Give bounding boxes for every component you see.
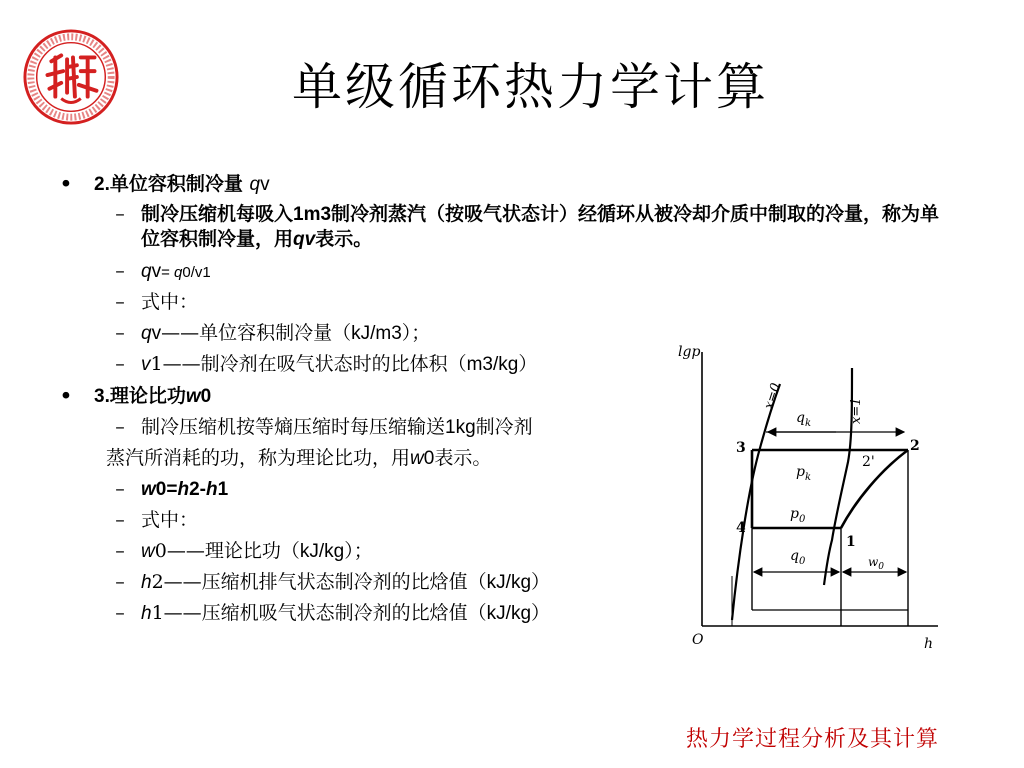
p0-label: $p_0$ (790, 506, 806, 525)
definition-qv-symbol: – qv——单位容积制冷量（kJ/m3）； (115, 322, 431, 344)
slide-title: 单级循环热力学计算 (292, 58, 769, 116)
university-seal-icon (22, 28, 120, 126)
point-4: 4 (736, 520, 746, 536)
where-label-2: – 式中： (115, 509, 199, 531)
point-2prime: 2' (862, 454, 875, 470)
point-2: 2 (910, 438, 920, 454)
pk-label: $p_k$ (796, 464, 812, 483)
where-label: – 式中： (115, 291, 199, 313)
formula-qv: – qv= q0/v1 (115, 260, 211, 282)
vapor-line-label: x=1 (849, 397, 864, 424)
point-3: 3 (736, 440, 746, 456)
bullet-marker: • (59, 173, 73, 195)
q0-label: $q_0$ (790, 548, 806, 567)
w0-label: $w_0$ (868, 555, 885, 572)
x-axis-label: h (924, 636, 934, 652)
footer-course-title: 热力学过程分析及其计算 (686, 727, 940, 752)
section-heading-theoretical-work: • 3.理论比功w0 (59, 385, 212, 407)
origin-label: O (692, 632, 704, 648)
definition-h1-symbol: – h1——压缩机吸气状态制冷剂的比焓值（kJ/kg） (115, 602, 551, 624)
definition-w0-symbol: – w0——理论比功（kJ/kg）； (115, 540, 373, 562)
definition-volumetric-capacity: – 制冷压缩机每吸入1m3制冷剂蒸汽（按吸气状态计）经循环从被冷却介质中制取的冷量，称为单位容积制冷量，用qv表示。 (58, 202, 958, 252)
definition-v1-symbol: – v1——制冷剂在吸气状态时的比体积（m3/kg） (115, 353, 538, 375)
definition-h2-symbol: – h2——压缩机排气状态制冷剂的比焓值（kJ/kg） (115, 571, 551, 593)
dash-marker: – (115, 203, 125, 225)
lgp-h-cycle-diagram (676, 340, 946, 656)
saturated-liquid-curve (732, 384, 780, 620)
formula-w0: – w0=h2-h1 (115, 478, 229, 500)
liquid-line-label: x=0 (761, 381, 784, 412)
y-axis-label: lgp (678, 344, 701, 360)
section-heading-volumetric-capacity: • 2.单位容积制冷量 qv (58, 168, 958, 200)
definition-theoretical-work-line2: 蒸汽所消耗的功，称为理论比功，用w0表示。 (106, 447, 492, 469)
point-1: 1 (846, 534, 856, 550)
definition-theoretical-work-line1: – 制冷压缩机按等熵压缩时每压缩输送1kg制冷剂 (115, 416, 533, 438)
qk-label: $q_k$ (796, 410, 812, 429)
saturated-vapor-curve (824, 368, 852, 585)
